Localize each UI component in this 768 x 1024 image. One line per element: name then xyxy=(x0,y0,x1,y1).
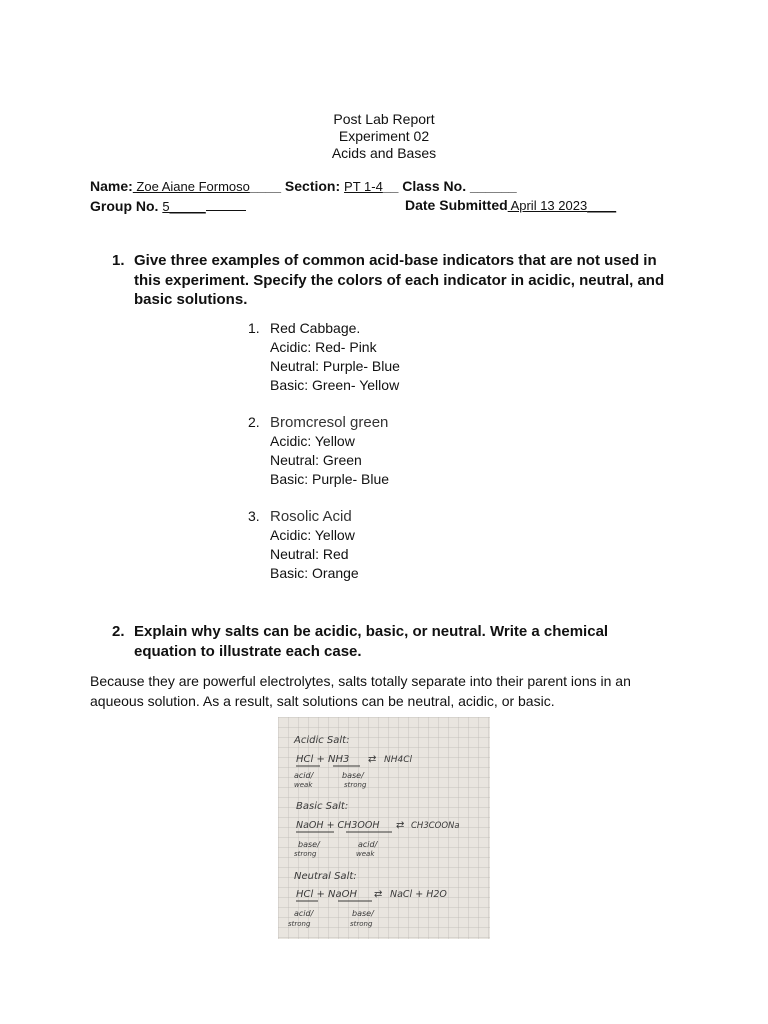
acidic-label-2a: base/ xyxy=(342,771,364,780)
indicator-acidic: Acidic: Yellow xyxy=(270,527,355,543)
question-1-number: 1. xyxy=(112,252,125,269)
indicator-acidic: Acidic: Yellow xyxy=(270,433,355,449)
experiment-number: Experiment 02 xyxy=(338,128,430,144)
list-item xyxy=(248,507,400,583)
indicator-basic: Basic: Green- Yellow xyxy=(270,377,400,393)
name-value: Zoe Aiane Formoso xyxy=(132,179,250,194)
section-trail: __ xyxy=(382,178,399,194)
basic-label-2a: acid/ xyxy=(358,840,378,849)
indicator-name: Bromcresol green xyxy=(270,414,389,431)
name-label: Name: xyxy=(90,178,133,194)
handwritten-equations-photo xyxy=(278,717,490,939)
equilibrium-arrow-icon: ⇄ xyxy=(396,820,405,831)
indicator-acidic: Acidic: Red- Pink xyxy=(270,339,377,355)
report-title-block xyxy=(0,111,768,162)
indicator-basic: Basic: Purple- Blue xyxy=(270,471,390,487)
indicator-neutral: Neutral: Purple- Blue xyxy=(270,358,400,374)
indicator-neutral: Neutral: Red xyxy=(270,546,349,562)
date-trail: ____ xyxy=(587,198,617,213)
acidic-equation-right: NH4Cl xyxy=(384,755,413,765)
name-trail: ____ xyxy=(249,178,282,194)
basic-salt-title: Basic Salt: xyxy=(296,801,349,812)
neutral-label-2a: base/ xyxy=(352,909,374,918)
section-value: PT 1-4 xyxy=(344,179,383,194)
question-1-text: Give three examples of common acid-base indicators that are not used in this experiment. Specify the colors of each indicator in acidic, neutral, and basic solutions. xyxy=(134,252,665,308)
group-label: Group No. xyxy=(90,198,159,214)
basic-equation-left: NaOH + CH3OOH xyxy=(296,820,380,831)
neutral-label-1a: acid/ xyxy=(294,909,314,918)
basic-label-2b: weak xyxy=(356,850,375,858)
question-2 xyxy=(112,622,654,661)
equilibrium-arrow-icon: ⇄ xyxy=(368,754,377,765)
group-trail: _____ xyxy=(169,199,206,214)
date-label: Date Submitted xyxy=(405,197,508,213)
class-label: Class No. xyxy=(402,178,467,194)
acidic-label-1b: weak xyxy=(294,781,313,789)
indicator-list xyxy=(248,319,400,601)
date-row xyxy=(405,197,616,214)
question-1 xyxy=(112,251,679,310)
list-item xyxy=(248,413,400,489)
acidic-label-1a: acid/ xyxy=(294,771,314,780)
group-value: 5 xyxy=(162,199,170,214)
list-item xyxy=(248,319,400,395)
acidic-label-2b: strong xyxy=(344,781,367,789)
basic-label-1b: strong xyxy=(294,850,317,858)
indicator-number: 1. xyxy=(248,320,260,336)
answer-2-paragraph: Because they are powerful electrolytes, salts totally separate into their parent ions in an aqueous solution. As a result, salt solutions can be neutral, acidic, or basic. xyxy=(90,673,631,709)
indicator-name: Red Cabbage. xyxy=(270,320,361,336)
acidic-equation-left: HCl + NH3 xyxy=(296,754,350,765)
indicator-number: 3. xyxy=(248,508,260,524)
class-value: ______ xyxy=(469,178,517,194)
name-section-row xyxy=(90,178,517,195)
report-title: Post Lab Report xyxy=(333,111,435,127)
question-2-text: Explain why salts can be acidic, basic, or neutral. Write a chemical equation to illustrate each case. xyxy=(134,623,609,660)
question-2-number: 2. xyxy=(112,623,125,640)
neutral-equation-left: HCl + NaOH xyxy=(296,889,358,900)
section-label: Section: xyxy=(284,178,341,194)
basic-label-1a: base/ xyxy=(298,840,320,849)
neutral-equation-right: NaCl + H2O xyxy=(390,889,447,900)
date-value: April 13 2023 xyxy=(507,198,588,213)
neutral-label-2b: strong xyxy=(350,920,373,928)
indicator-basic: Basic: Orange xyxy=(270,565,359,581)
group-blank-line xyxy=(206,197,246,211)
group-number-row xyxy=(90,197,246,215)
basic-equation-right: CH3COONa xyxy=(411,821,460,831)
neutral-label-1b: strong xyxy=(288,920,311,928)
experiment-title: Acids and Bases xyxy=(331,145,437,161)
acidic-salt-title: Acidic Salt: xyxy=(294,735,350,746)
indicator-number: 2. xyxy=(248,414,260,430)
equilibrium-arrow-icon: ⇄ xyxy=(374,889,383,900)
indicator-name: Rosolic Acid xyxy=(270,508,352,525)
indicator-neutral: Neutral: Green xyxy=(270,452,362,468)
neutral-salt-title: Neutral Salt: xyxy=(294,871,357,882)
